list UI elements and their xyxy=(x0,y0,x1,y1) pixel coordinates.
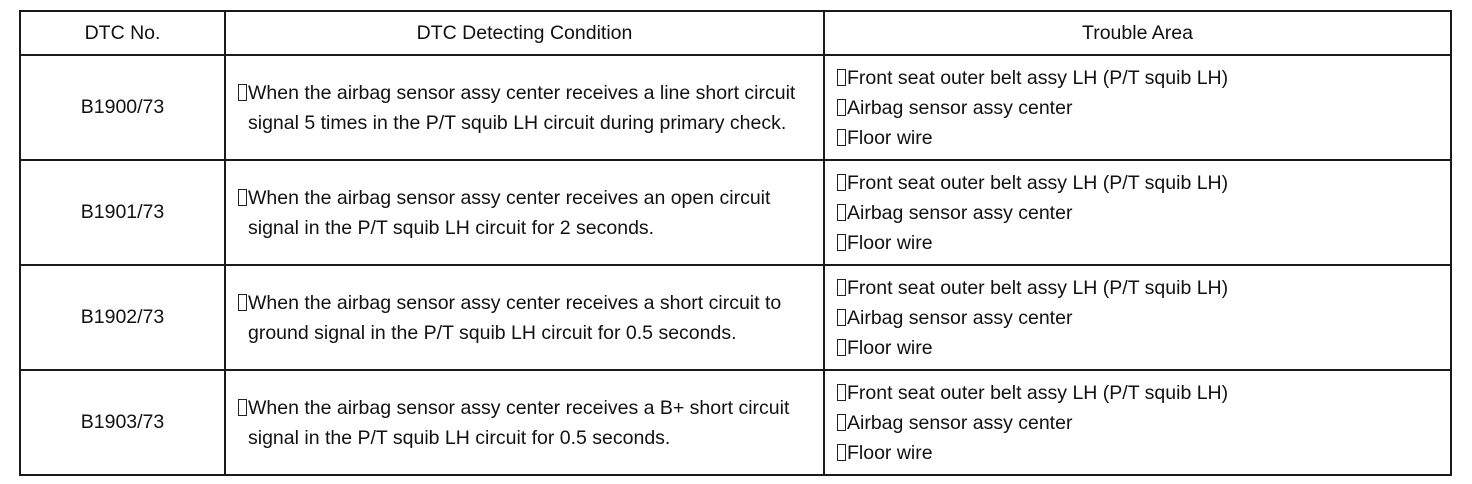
dtc-table xyxy=(19,10,1452,476)
trouble-area-item xyxy=(837,438,1438,468)
trouble-area-item xyxy=(837,273,1438,303)
checkbox-bullet-icon xyxy=(238,84,247,101)
trouble-area-item xyxy=(837,63,1438,93)
trouble-area-text: Floor wire xyxy=(847,126,933,149)
trouble-area-cell xyxy=(824,160,1451,265)
trouble-area-text: Airbag sensor assy center xyxy=(847,411,1073,434)
trouble-area-text: Airbag sensor assy center xyxy=(847,96,1073,119)
table-header-row xyxy=(20,11,1451,55)
trouble-area-item xyxy=(837,303,1438,333)
detecting-condition-text: When the airbag sensor assy center receives an open circuit signal in the P/T squib LH circuit for 2 seconds. xyxy=(248,186,771,239)
dtc-code: B1903/73 xyxy=(20,370,225,475)
trouble-area-text: Front seat outer belt assy LH (P/T squib LH) xyxy=(847,171,1229,194)
checkbox-bullet-icon xyxy=(238,399,247,416)
checkbox-bullet-icon xyxy=(837,174,846,191)
trouble-area-text: Floor wire xyxy=(847,231,933,254)
dtc-code: B1902/73 xyxy=(20,265,225,370)
trouble-area-text: Front seat outer belt assy LH (P/T squib LH) xyxy=(847,66,1229,89)
checkbox-bullet-icon xyxy=(837,129,846,146)
checkbox-bullet-icon xyxy=(837,69,846,86)
detecting-condition-cell xyxy=(225,160,824,265)
trouble-area-text: Floor wire xyxy=(847,441,933,464)
detecting-condition-cell xyxy=(225,265,824,370)
table-row xyxy=(20,55,1451,160)
trouble-area-text: Airbag sensor assy center xyxy=(847,201,1073,224)
dtc-code: B1900/73 xyxy=(20,55,225,160)
trouble-area-text: Front seat outer belt assy LH (P/T squib LH) xyxy=(847,381,1229,404)
trouble-area-item xyxy=(837,198,1438,228)
checkbox-bullet-icon xyxy=(238,189,247,206)
checkbox-bullet-icon xyxy=(837,99,846,116)
header-detecting-condition: DTC Detecting Condition xyxy=(225,11,824,55)
trouble-area-text: Front seat outer belt assy LH (P/T squib LH) xyxy=(847,276,1229,299)
checkbox-bullet-icon xyxy=(837,444,846,461)
trouble-area-cell xyxy=(824,55,1451,160)
detecting-condition-cell xyxy=(225,55,824,160)
dtc-code: B1901/73 xyxy=(20,160,225,265)
checkbox-bullet-icon xyxy=(837,234,846,251)
header-trouble-area: Trouble Area xyxy=(824,11,1451,55)
table-row xyxy=(20,370,1451,475)
trouble-area-text: Airbag sensor assy center xyxy=(847,306,1073,329)
checkbox-bullet-icon xyxy=(837,204,846,221)
checkbox-bullet-icon xyxy=(238,294,247,311)
trouble-area-item xyxy=(837,408,1438,438)
trouble-area-item xyxy=(837,228,1438,258)
trouble-area-cell xyxy=(824,370,1451,475)
header-dtc-no: DTC No. xyxy=(20,11,225,55)
checkbox-bullet-icon xyxy=(837,384,846,401)
trouble-area-item xyxy=(837,123,1438,153)
trouble-area-item xyxy=(837,333,1438,363)
detecting-condition-text: When the airbag sensor assy center receives a line short circuit signal 5 times in the P/T squib LH circuit during primary check. xyxy=(248,81,796,134)
checkbox-bullet-icon xyxy=(837,339,846,356)
trouble-area-text: Floor wire xyxy=(847,336,933,359)
table-row xyxy=(20,265,1451,370)
detecting-condition-text: When the airbag sensor assy center receives a B+ short circuit signal in the P/T squib LH circuit for 0.5 seconds. xyxy=(248,396,790,449)
trouble-area-item xyxy=(837,93,1438,123)
checkbox-bullet-icon xyxy=(837,414,846,431)
table-row xyxy=(20,160,1451,265)
trouble-area-cell xyxy=(824,265,1451,370)
trouble-area-item xyxy=(837,378,1438,408)
detecting-condition-cell xyxy=(225,370,824,475)
checkbox-bullet-icon xyxy=(837,279,846,296)
trouble-area-item xyxy=(837,168,1438,198)
detecting-condition-text: When the airbag sensor assy center receives a short circuit to ground signal in the P/T squib LH circuit for 0.5 seconds. xyxy=(248,291,782,344)
checkbox-bullet-icon xyxy=(837,309,846,326)
